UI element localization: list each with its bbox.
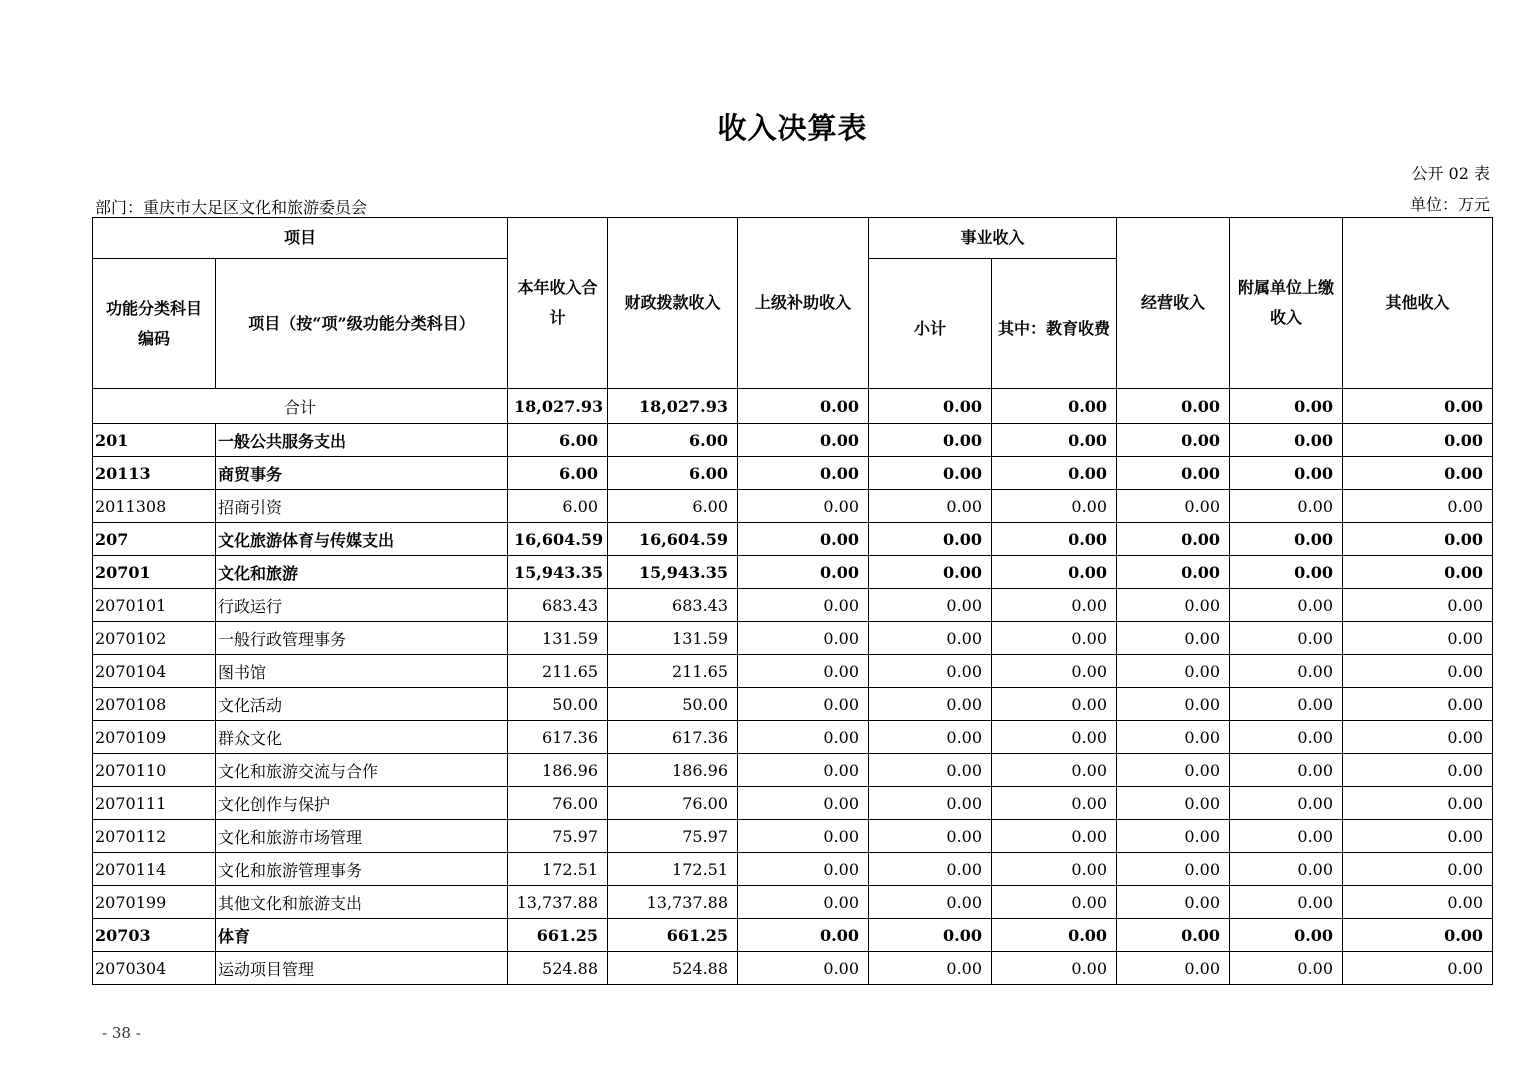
row-value: 661.25 <box>508 919 608 952</box>
row-value: 0.00 <box>869 688 992 721</box>
row-value: 0.00 <box>738 886 869 919</box>
row-name: 招商引资 <box>216 490 508 523</box>
department-label: 部门：重庆市大足区文化和旅游委员会 <box>95 198 368 217</box>
row-value: 617.36 <box>608 721 738 754</box>
unit-label: 单位：万元 <box>1409 195 1490 214</box>
row-value: 0.00 <box>1230 424 1343 457</box>
row-value: 0.00 <box>738 655 869 688</box>
row-value: 0.00 <box>1343 952 1493 985</box>
table-row <box>93 490 1493 523</box>
row-value: 0.00 <box>1343 490 1493 523</box>
row-value: 0.00 <box>992 721 1117 754</box>
row-value: 186.96 <box>508 754 608 787</box>
row-value: 0.00 <box>1117 622 1230 655</box>
row-value: 0.00 <box>738 919 869 952</box>
row-value: 75.97 <box>508 820 608 853</box>
table-row <box>93 523 1493 556</box>
row-value: 0.00 <box>992 688 1117 721</box>
row-value: 0.00 <box>738 622 869 655</box>
row-value: 0.00 <box>869 820 992 853</box>
row-value: 0.00 <box>738 457 869 490</box>
row-value: 6.00 <box>508 457 608 490</box>
row-value: 0.00 <box>738 589 869 622</box>
header-name: 项目（按“项”级功能分类科目） <box>216 259 508 389</box>
row-name: 图书馆 <box>216 655 508 688</box>
page-title: 收入决算表 <box>717 111 868 145</box>
row-value: 0.00 <box>1117 919 1230 952</box>
row-code: 2070114 <box>93 853 216 886</box>
row-name: 运动项目管理 <box>216 952 508 985</box>
row-value: 0.00 <box>869 721 992 754</box>
row-name: 文化创作与保护 <box>216 787 508 820</box>
row-code: 2070111 <box>93 787 216 820</box>
row-value: 0.00 <box>869 919 992 952</box>
row-value: 0.00 <box>1117 589 1230 622</box>
row-value: 0.00 <box>1343 886 1493 919</box>
row-value: 6.00 <box>608 457 738 490</box>
total-label: 合计 <box>93 389 508 424</box>
header-operating: 经营收入 <box>1117 218 1230 389</box>
row-code: 2070101 <box>93 589 216 622</box>
row-value: 0.00 <box>1230 952 1343 985</box>
row-value: 76.00 <box>508 787 608 820</box>
header-affiliated: 附属单位上缴收入 <box>1230 218 1343 389</box>
row-value: 0.00 <box>1343 787 1493 820</box>
row-value: 0.00 <box>992 556 1117 589</box>
row-code: 2011308 <box>93 490 216 523</box>
row-value: 6.00 <box>508 490 608 523</box>
total-value: 0.00 <box>869 389 992 424</box>
row-value: 16,604.59 <box>608 523 738 556</box>
row-value: 0.00 <box>1117 886 1230 919</box>
row-code: 2070104 <box>93 655 216 688</box>
row-value: 0.00 <box>1117 754 1230 787</box>
row-value: 6.00 <box>608 490 738 523</box>
row-code: 20701 <box>93 556 216 589</box>
row-value: 0.00 <box>1343 820 1493 853</box>
row-value: 0.00 <box>1343 655 1493 688</box>
row-value: 0.00 <box>869 754 992 787</box>
row-value: 0.00 <box>869 787 992 820</box>
row-value: 524.88 <box>508 952 608 985</box>
row-name: 文化和旅游市场管理 <box>216 820 508 853</box>
row-value: 0.00 <box>1343 754 1493 787</box>
row-value: 0.00 <box>1230 622 1343 655</box>
total-value: 0.00 <box>1117 389 1230 424</box>
row-value: 0.00 <box>992 820 1117 853</box>
table-row <box>93 754 1493 787</box>
row-value: 0.00 <box>1117 457 1230 490</box>
table-row <box>93 721 1493 754</box>
row-value: 0.00 <box>738 952 869 985</box>
row-value: 0.00 <box>738 754 869 787</box>
row-value: 0.00 <box>1230 820 1343 853</box>
row-value: 0.00 <box>1343 556 1493 589</box>
row-value: 0.00 <box>1117 820 1230 853</box>
row-value: 0.00 <box>1343 457 1493 490</box>
total-value: 18,027.93 <box>608 389 738 424</box>
row-name: 文化活动 <box>216 688 508 721</box>
row-value: 0.00 <box>992 622 1117 655</box>
row-value: 0.00 <box>869 523 992 556</box>
row-value: 0.00 <box>1230 754 1343 787</box>
row-value: 0.00 <box>992 919 1117 952</box>
row-value: 6.00 <box>608 424 738 457</box>
row-value: 0.00 <box>1230 919 1343 952</box>
row-value: 0.00 <box>869 853 992 886</box>
row-value: 0.00 <box>869 655 992 688</box>
row-value: 0.00 <box>992 457 1117 490</box>
row-value: 76.00 <box>608 787 738 820</box>
row-value: 0.00 <box>992 886 1117 919</box>
row-code: 2070199 <box>93 886 216 919</box>
row-value: 0.00 <box>1343 721 1493 754</box>
row-value: 0.00 <box>992 523 1117 556</box>
total-value: 0.00 <box>992 389 1117 424</box>
row-value: 0.00 <box>738 523 869 556</box>
row-value: 0.00 <box>1343 853 1493 886</box>
row-code: 2070304 <box>93 952 216 985</box>
row-value: 661.25 <box>608 919 738 952</box>
row-value: 0.00 <box>1343 589 1493 622</box>
row-name: 商贸事务 <box>216 457 508 490</box>
row-value: 0.00 <box>1117 721 1230 754</box>
row-value: 13,737.88 <box>608 886 738 919</box>
header-subtotal: 小计 <box>869 259 992 389</box>
row-code: 2070110 <box>93 754 216 787</box>
row-value: 0.00 <box>1343 919 1493 952</box>
row-value: 0.00 <box>1117 556 1230 589</box>
header-fiscal: 财政拨款收入 <box>608 218 738 389</box>
row-value: 131.59 <box>608 622 738 655</box>
row-name: 群众文化 <box>216 721 508 754</box>
row-value: 0.00 <box>869 589 992 622</box>
table-row <box>93 556 1493 589</box>
row-value: 211.65 <box>608 655 738 688</box>
row-name: 文化和旅游管理事务 <box>216 853 508 886</box>
row-value: 0.00 <box>1230 457 1343 490</box>
table-row <box>93 424 1493 457</box>
row-value: 0.00 <box>869 952 992 985</box>
row-value: 0.00 <box>738 787 869 820</box>
row-value: 0.00 <box>992 424 1117 457</box>
row-name: 一般行政管理事务 <box>216 622 508 655</box>
row-value: 0.00 <box>869 424 992 457</box>
row-value: 0.00 <box>1117 655 1230 688</box>
header-business: 事业收入 <box>869 218 1117 259</box>
row-code: 2070109 <box>93 721 216 754</box>
row-code: 2070102 <box>93 622 216 655</box>
row-value: 13,737.88 <box>508 886 608 919</box>
row-value: 131.59 <box>508 622 608 655</box>
form-number: 公开 02 表 <box>1411 164 1490 183</box>
row-code: 207 <box>93 523 216 556</box>
row-value: 15,943.35 <box>508 556 608 589</box>
row-value: 0.00 <box>992 787 1117 820</box>
row-code: 201 <box>93 424 216 457</box>
row-code: 20703 <box>93 919 216 952</box>
row-value: 0.00 <box>869 556 992 589</box>
header-code: 功能分类科目编码 <box>93 259 216 389</box>
income-statement-table <box>92 217 1493 985</box>
row-value: 0.00 <box>738 820 869 853</box>
row-name: 文化和旅游交流与合作 <box>216 754 508 787</box>
row-value: 0.00 <box>1117 853 1230 886</box>
row-name: 文化和旅游 <box>216 556 508 589</box>
table-row <box>93 589 1493 622</box>
row-code: 20113 <box>93 457 216 490</box>
row-value: 0.00 <box>1343 622 1493 655</box>
row-value: 0.00 <box>869 622 992 655</box>
row-value: 0.00 <box>1230 721 1343 754</box>
row-value: 617.36 <box>508 721 608 754</box>
row-value: 0.00 <box>869 457 992 490</box>
row-code: 2070108 <box>93 688 216 721</box>
row-value: 0.00 <box>1117 688 1230 721</box>
row-value: 0.00 <box>738 556 869 589</box>
total-row <box>93 389 1493 424</box>
row-value: 0.00 <box>738 721 869 754</box>
header-superior: 上级补助收入 <box>738 218 869 389</box>
row-value: 172.51 <box>608 853 738 886</box>
row-value: 0.00 <box>992 655 1117 688</box>
header-total: 本年收入合计 <box>508 218 608 389</box>
row-value: 0.00 <box>1117 787 1230 820</box>
row-value: 0.00 <box>1230 886 1343 919</box>
table-row <box>93 622 1493 655</box>
row-name: 行政运行 <box>216 589 508 622</box>
total-value: 0.00 <box>1343 389 1493 424</box>
row-name: 体育 <box>216 919 508 952</box>
row-value: 50.00 <box>608 688 738 721</box>
row-value: 75.97 <box>608 820 738 853</box>
row-value: 0.00 <box>869 886 992 919</box>
header-other: 其他收入 <box>1343 218 1493 389</box>
row-value: 683.43 <box>608 589 738 622</box>
row-value: 0.00 <box>1230 556 1343 589</box>
table-row <box>93 853 1493 886</box>
row-value: 0.00 <box>1230 655 1343 688</box>
row-value: 0.00 <box>1230 589 1343 622</box>
header-edu-fee: 其中：教育收费 <box>992 259 1117 389</box>
row-value: 0.00 <box>1230 523 1343 556</box>
row-value: 6.00 <box>508 424 608 457</box>
row-name: 文化旅游体育与传媒支出 <box>216 523 508 556</box>
row-value: 211.65 <box>508 655 608 688</box>
row-value: 0.00 <box>1343 424 1493 457</box>
row-value: 0.00 <box>992 952 1117 985</box>
row-value: 186.96 <box>608 754 738 787</box>
table-row <box>93 688 1493 721</box>
table-row <box>93 787 1493 820</box>
row-code: 2070112 <box>93 820 216 853</box>
row-value: 0.00 <box>1117 952 1230 985</box>
row-value: 0.00 <box>1343 688 1493 721</box>
table-row <box>93 886 1493 919</box>
row-value: 0.00 <box>992 589 1117 622</box>
row-value: 0.00 <box>1117 490 1230 523</box>
row-value: 0.00 <box>992 853 1117 886</box>
table-row <box>93 655 1493 688</box>
row-value: 0.00 <box>738 688 869 721</box>
row-value: 0.00 <box>1230 853 1343 886</box>
row-value: 0.00 <box>992 490 1117 523</box>
table-row <box>93 820 1493 853</box>
page-number: - 38 - <box>102 1024 141 1042</box>
row-value: 0.00 <box>992 754 1117 787</box>
row-name: 一般公共服务支出 <box>216 424 508 457</box>
row-value: 172.51 <box>508 853 608 886</box>
total-value: 18,027.93 <box>508 389 608 424</box>
row-value: 683.43 <box>508 589 608 622</box>
header-project: 项目 <box>93 218 508 259</box>
row-value: 524.88 <box>608 952 738 985</box>
row-value: 15,943.35 <box>608 556 738 589</box>
total-value: 0.00 <box>738 389 869 424</box>
row-value: 50.00 <box>508 688 608 721</box>
row-value: 0.00 <box>869 490 992 523</box>
table-row <box>93 952 1493 985</box>
row-value: 0.00 <box>1117 424 1230 457</box>
table-body <box>93 389 1493 985</box>
row-value: 0.00 <box>1230 688 1343 721</box>
row-value: 0.00 <box>738 424 869 457</box>
row-value: 0.00 <box>738 490 869 523</box>
row-value: 0.00 <box>1230 490 1343 523</box>
row-value: 0.00 <box>738 853 869 886</box>
row-value: 0.00 <box>1230 787 1343 820</box>
table-row <box>93 457 1493 490</box>
row-name: 其他文化和旅游支出 <box>216 886 508 919</box>
row-value: 0.00 <box>1343 523 1493 556</box>
total-value: 0.00 <box>1230 389 1343 424</box>
table-row <box>93 919 1493 952</box>
row-value: 0.00 <box>1117 523 1230 556</box>
row-value: 16,604.59 <box>508 523 608 556</box>
